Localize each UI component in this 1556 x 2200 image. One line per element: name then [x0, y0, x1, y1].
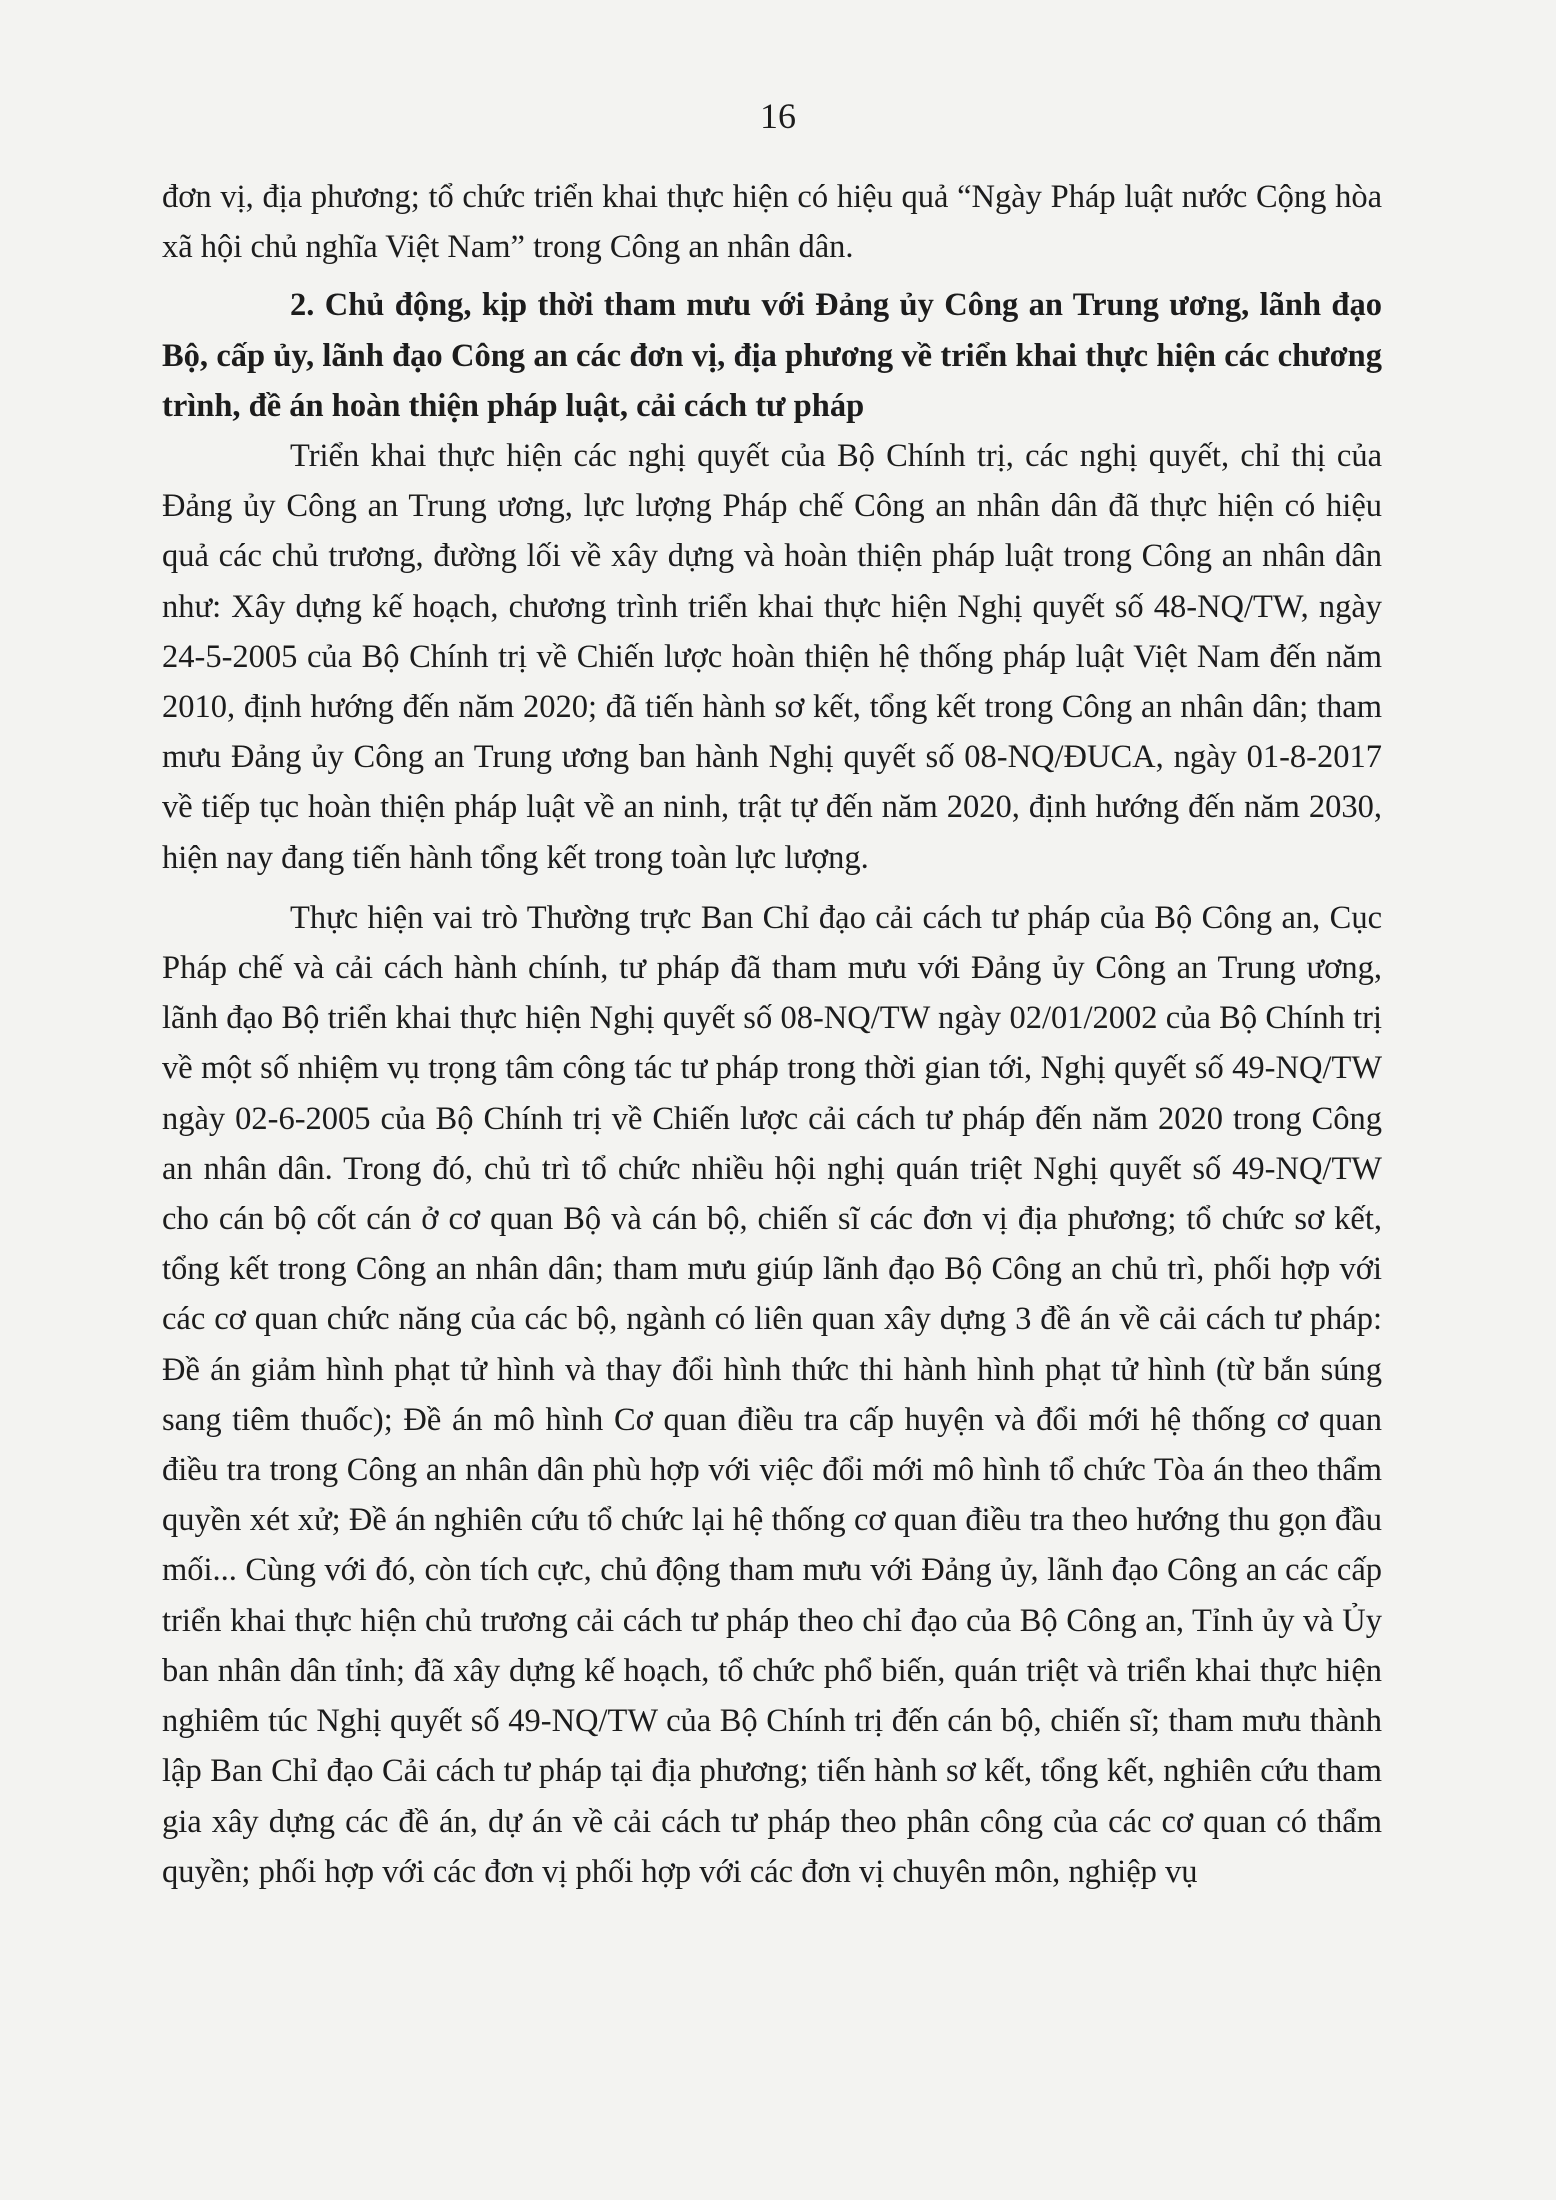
paragraph-continuation: đơn vị, địa phương; tổ chức triển khai thực hiện có hiệu quả “Ngày Pháp luật nước Cộng hòa xã hội chủ nghĩa Việt Nam” trong Công an nhân dân. [162, 179, 1382, 266]
page-number: 16 [760, 96, 796, 136]
paragraph: Thực hiện vai trò Thường trực Ban Chỉ đạo cải cách tư pháp của Bộ Công an, Cục Pháp chế và cải cách hành chính, tư pháp đã tham mưu với Đảng ủy Công an Trung ương, lãnh đạo Bộ triển khai thực hiện Nghị quyết số 08-NQ/TW ngày 02/01/2002 của Bộ Chính trị về một số nhiệm vụ trọng tâm công tác tư pháp trong thời gian tới, Nghị quyết số 49-NQ/TW ngày 02-6-2005 của Bộ Chính trị về Chiến lược cải cách tư pháp đến năm 2020 trong Công an nhân dân. Trong đó, chủ trì tổ chức nhiều hội nghị quán triệt Nghị quyết số 49-NQ/TW cho cán bộ cốt cán ở cơ quan Bộ và cán bộ, chiến sĩ các đơn vị địa phương; tổ chức sơ kết, tổng kết trong Công an nhân dân; tham mưu giúp lãnh đạo Bộ Công an chủ trì, phối hợp với các cơ quan chức năng của các bộ, ngành có liên quan xây dựng 3 đề án về cải cách tư pháp: Đề án giảm hình phạt tử hình và thay đổi hình thức thi hành hình phạt tử hình (từ bắn súng sang tiêm thuốc); Đề án mô hình Cơ quan điều tra cấp huyện và đổi mới hệ thống cơ quan điều tra trong Công an nhân dân phù hợp với việc đổi mới mô hình tổ chức Tòa án theo thẩm quyền xét xử; Đề án nghiên cứu tổ chức lại hệ thống cơ quan điều tra theo hướng thu gọn đầu mối... Cùng với đó, còn tích cực, chủ động tham mưu với Đảng ủy, lãnh đạo Công an các cấp triển khai thực hiện chủ trương cải cách tư pháp theo chỉ đạo của Bộ Công an, Tỉnh ủy và Ủy ban nhân dân tỉnh; đã xây dựng kế hoạch, tổ chức phổ biến, quán triệt và triển khai thực hiện nghiêm túc Nghị quyết số 49-NQ/TW của Bộ Chính trị đến cán bộ, chiến sĩ; tham mưu thành lập Ban Chỉ đạo Cải cách tư pháp tại địa phương; tiến hành sơ kết, tổng kết, nghiên cứu tham gia xây dựng các đề án, dự án về cải cách tư pháp theo phân công của các cơ quan có thẩm quyền; phối hợp với các đơn vị phối hợp với các đơn vị chuyên môn, nghiệp vụ [162, 899, 1382, 1890]
paragraph: Triển khai thực hiện các nghị quyết của Bộ Chính trị, các nghị quyết, chỉ thị của Đảng ủy Công an Trung ương, lực lượng Pháp chế Công an nhân dân đã thực hiện có hiệu quả các chủ trương, đường lối về xây dựng và hoàn thiện pháp luật trong Công an nhân dân như: Xây dựng kế hoạch, chương trình triển khai thực hiện Nghị quyết số 48-NQ/TW, ngày 24-5-2005 của Bộ Chính trị về Chiến lược hoàn thiện hệ thống pháp luật Việt Nam đến năm 2010, định hướng đến năm 2020; đã tiến hành sơ kết, tổng kết trong Công an nhân dân; tham mưu Đảng ủy Công an Trung ương ban hành Nghị quyết số 08-NQ/ĐUCA, ngày 01-8-2017 về tiếp tục hoàn thiện pháp luật về an ninh, trật tự đến năm 2020, định hướng đến năm 2030, hiện nay đang tiến hành tổng kết trong toàn lực lượng. [162, 438, 1382, 876]
section-heading: 2. Chủ động, kịp thời tham mưu với Đảng ủy Công an Trung ương, lãnh đạo Bộ, cấp ủy, lãnh đạo Công an các đơn vị, địa phương về triển khai thực hiện các chương trình, đề án hoàn thiện pháp luật, cải cách tư pháp [162, 287, 1382, 424]
document-body [162, 172, 1382, 1897]
